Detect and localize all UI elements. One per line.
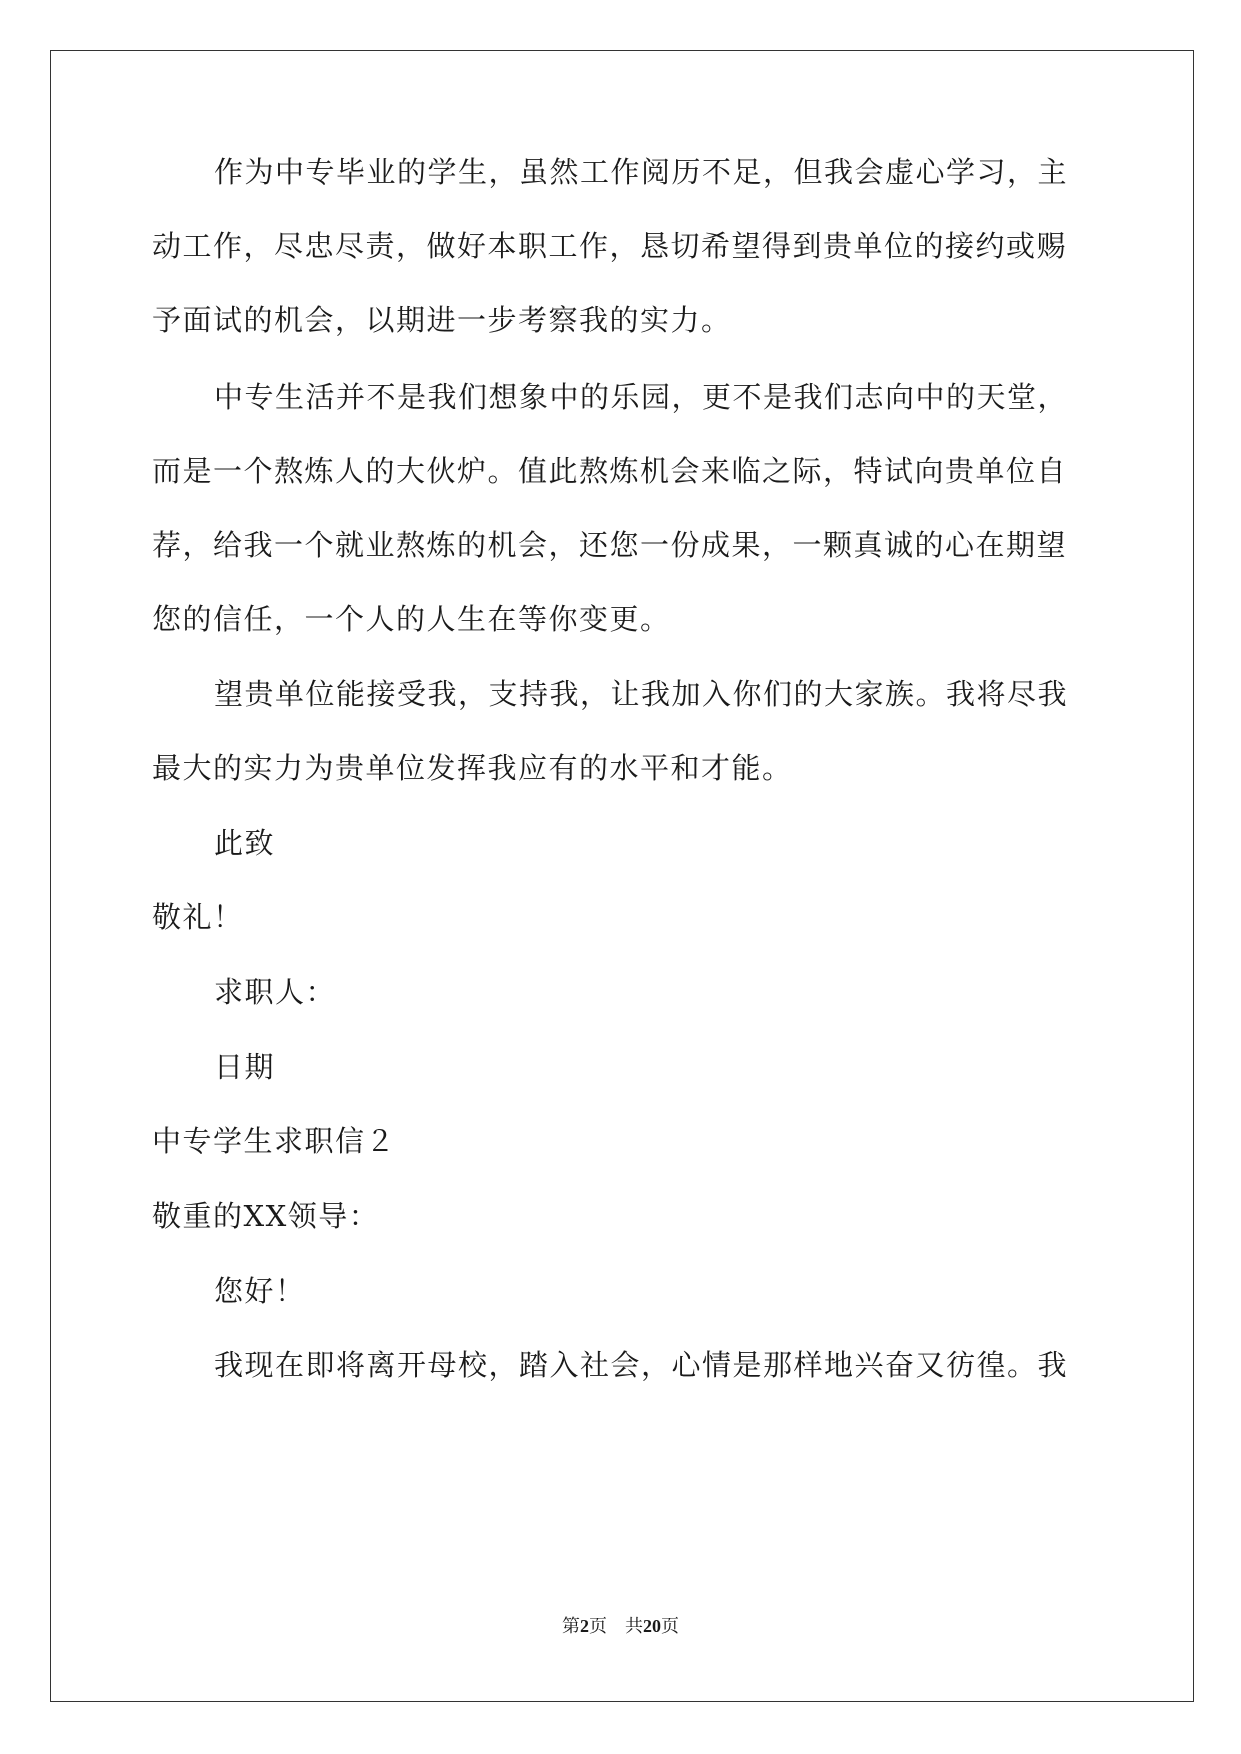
paragraph-line: 我现在即将离开母校，踏入社会，心情是那样地兴奋又彷徨。我	[214, 1348, 1069, 1382]
paragraph-line: 动工作，尽忠尽责，做好本职工作，恳切希望得到贵单位的接约或赐	[152, 229, 1068, 263]
page-border	[50, 50, 1194, 1702]
section-title: 中专学生求职信２	[152, 1124, 397, 1158]
date-label: 日期	[214, 1050, 276, 1084]
closing-regards: 敬礼！	[152, 900, 244, 934]
footer-page-number: 2	[580, 1616, 589, 1636]
applicant-label: 求职人：	[214, 975, 337, 1009]
page-footer	[0, 1614, 1241, 1638]
paragraph-line: 予面试的机会，以期进一步考察我的实力。	[152, 303, 732, 337]
footer-total-pages: 20	[643, 1616, 661, 1636]
paragraph-line: 您的信任，一个人的人生在等你变更。	[152, 602, 671, 636]
greeting-recipient: 敬重的XX领导：	[152, 1199, 380, 1233]
paragraph-line: 最大的实力为贵单位发挥我应有的水平和才能。	[152, 751, 793, 785]
paragraph-line: 中专生活并不是我们想象中的乐园，更不是我们志向中的天堂，	[214, 380, 1069, 414]
footer-total-prefix: 共	[625, 1616, 643, 1636]
paragraph-line: 荐，给我一个就业熬炼的机会，还您一份成果，一颗真诚的心在期望	[152, 528, 1068, 562]
greeting-hello: 您好！	[214, 1274, 306, 1308]
paragraph-line: 而是一个熬炼人的大伙炉。值此熬炼机会来临之际，特试向贵单位自	[152, 454, 1068, 488]
footer-page-suffix: 页	[589, 1616, 607, 1636]
closing-salutation: 此致	[214, 826, 276, 860]
paragraph-line: 望贵单位能接受我，支持我，让我加入你们的大家族。我将尽我	[214, 677, 1069, 711]
footer-prefix: 第	[562, 1616, 580, 1636]
footer-total-suffix: 页	[661, 1616, 679, 1636]
paragraph-line: 作为中专毕业的学生，虽然工作阅历不足，但我会虚心学习，主	[214, 155, 1069, 189]
